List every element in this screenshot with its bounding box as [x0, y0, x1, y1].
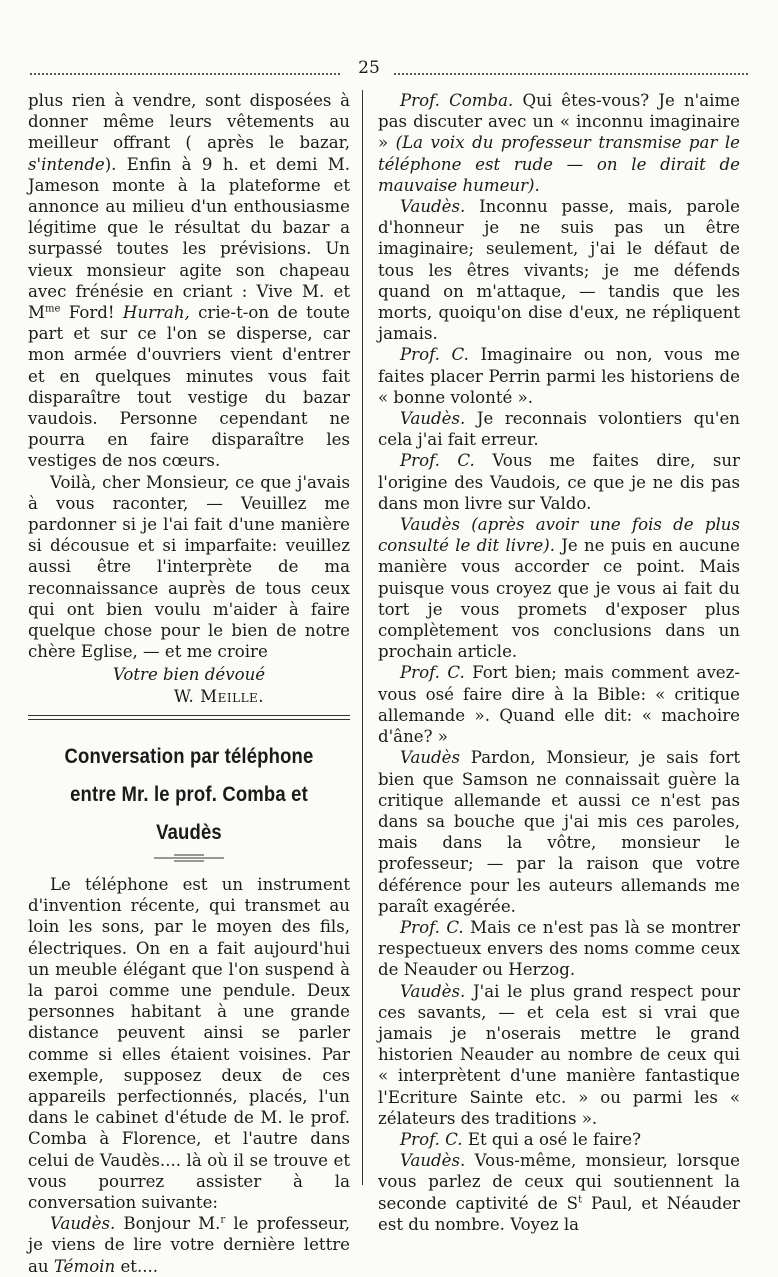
page-header	[30, 58, 748, 80]
right-column	[378, 90, 740, 1235]
text: Vous me faites dire, sur l'origine des Vaudois, ce que je ne dis pas dans mon livre sur Valdo.	[378, 451, 740, 513]
ornament-icon	[154, 852, 224, 864]
dialogue-line	[378, 90, 740, 196]
italic-text: Témoin	[53, 1256, 116, 1276]
dialogue-line	[378, 514, 740, 662]
page-number: 25	[358, 58, 380, 78]
speaker-label: Prof. C.	[400, 1129, 463, 1149]
dialogue-opening	[28, 1213, 350, 1277]
column-divider	[362, 90, 363, 1185]
dialogue-line	[378, 196, 740, 344]
superscript: t	[578, 1194, 583, 1206]
text: Inconnu passe, mais, parole d'honneur je ne suis pas un être imaginaire; seulement, j'ai le défaut de tous les êtres vivants; je me défends quand on m'attaque, — tandis que les morts, quoiqu'on dise d'eux, ne répliquent jamais.	[378, 197, 740, 344]
dialogue-line	[378, 747, 740, 917]
bazaar-paragraph	[28, 90, 350, 472]
text: Bonjour M.	[115, 1214, 221, 1234]
speaker-label: Vaudès.	[400, 981, 466, 1001]
text: Fort bien; mais comment avez-vous osé faire dire à la Bible: « critique allemande ». Quand elle dit: « machoire d'âne? »	[378, 663, 740, 747]
dialogue-line	[378, 981, 740, 1129]
speaker-label: Prof. C.	[400, 451, 475, 471]
superscript: r	[220, 1214, 226, 1226]
text: le professeur, je viens de lire votre dernière lettre au	[28, 1214, 350, 1276]
text: plus rien à vendre, sont disposées à donner même leurs vêtements au meilleur offrant ( après le bazar,	[28, 91, 350, 153]
header-rule-right	[394, 73, 748, 75]
text: crie-t-on de toute part et sur ce l'on se disperse, car mon armée d'ouvriers vient d'entrer et en quelques minutes vous fait disparaître tout vestige du bazar vaudois. Personne cependant ne pourra en faire disparaître les vestiges de nos cœurs.	[28, 303, 350, 471]
speaker-label: Vaudès.	[50, 1214, 116, 1234]
dialogue-line	[378, 1129, 740, 1150]
article-title-line-2: entre Mr. le prof. Comba et Vaudès	[70, 782, 308, 844]
speaker-label: Prof. C.	[400, 345, 469, 365]
speaker-label: Vaudès	[400, 515, 460, 535]
superscript: me	[45, 303, 61, 315]
header-rule-left	[30, 73, 340, 75]
stage-direction: (après avoir une fois de plus consulté le dit livre).	[378, 515, 740, 556]
text: ). Enfin à 9 h. et demi M. Jameson monte à la plateforme et annonce au milieu d'un enthousiasme légitime que le résultat du bazar a surpassé toutes les prévisions. Un vieux monsieur agite son chapeau avec frénésie en criant : Vive M. et M	[28, 154, 350, 323]
dialogue-line	[378, 450, 740, 514]
italic-text: Hurrah,	[122, 303, 190, 323]
dialogue-line	[378, 408, 740, 450]
ornament-divider	[28, 852, 350, 868]
text: J'ai le plus grand respect pour ces savants, — et cela est si vrai que jamais je n'oserais mettre le grand historien Neauder au nombre de ceux qui « interprètent d'une manière fantastique l'Ecriture Sainte etc. » ou parmi les « zélateurs des traditions ».	[378, 981, 740, 1128]
italic-text: s'intende	[28, 154, 105, 174]
telephone-intro-paragraph: Le téléphone est un instrument d'invention récente, qui transmet au loin les sons, par le moyen des fils, électriques. On en a fait aujourd'hui un meuble élégant que l'on suspend à la paroi comme une pendule. Deux personnes habitant à une grande distance peuvent ainsi se parler comme si elles étaient voisines. Par exemple, supposez deux de ces appareils perfectionnés, placés, l'un dans le cabinet d'étude de M. le prof. Comba à Florence, et l'autre dans celui de Vaudès.... là où il se trouve et vous pourrez assister à la conversation suivante:	[28, 874, 350, 1212]
dialogue-line	[378, 1150, 740, 1235]
speaker-label: Prof. C.	[400, 917, 464, 937]
section-divider	[28, 715, 350, 720]
article-title-line-1: Conversation par téléphone	[64, 744, 314, 768]
text: Et qui a osé le faire?	[462, 1129, 641, 1149]
closing-formula: Votre bien dévoué	[112, 665, 266, 685]
text: Ford!	[60, 303, 123, 323]
speaker-label: Vaudès.	[400, 1151, 466, 1171]
speaker-label: Prof. Comba.	[400, 91, 514, 110]
dialogue-line	[378, 344, 740, 408]
signature: W. Meille.	[173, 686, 265, 706]
dialogue-line	[378, 662, 740, 747]
text: Je reconnais volontiers qu'en cela j'ai fait erreur.	[378, 409, 740, 450]
text: Mais ce n'est pas là se montrer respectueux envers des noms comme ceux de Neauder ou Herzog.	[378, 917, 740, 980]
dialogue-line	[378, 917, 740, 981]
text: Pardon, Monsieur, je sais fort bien que Samson ne connaissait guère la critique allemande et aussi ce n'est pas dans sa bouche que j'ai mis ces paroles, mais dans la vôtre, monsieur le professeur; — par la raison que votre déférence pour les auteurs allemands me paraît exagérée.	[378, 748, 740, 916]
stage-direction: (La voix du professeur transmise par le téléphone est rude — on le dirait de mauvaise humeur).	[378, 133, 740, 195]
speaker-label: Vaudès	[400, 748, 460, 768]
text: et....	[115, 1256, 159, 1276]
text: Paul, et Néauder est du nombre. Voyez la	[378, 1193, 740, 1234]
text: Imaginaire ou non, vous me faites placer Perrin parmi les historiens de « bonne volonté ».	[378, 345, 740, 407]
left-column	[28, 90, 350, 1277]
speaker-label: Vaudès.	[400, 197, 466, 217]
speaker-label: Prof. C.	[400, 663, 465, 683]
speaker-label: Vaudès.	[400, 409, 466, 429]
closing-paragraph: Voilà, cher Monsieur, ce que j'avais à vous raconter, — Veuillez me pardonner si je l'ai fait d'une manière si décousue et si imparfaite: veuillez aussi être l'interprète de ma reconnaissance auprès de tous ceux qui ont bien voulu m'aider à faire quelque chose pour le bien de notre chère Eglise, — et me croire	[28, 472, 350, 662]
text: Je ne puis en aucune manière vous accorder ce point. Mais puisque vous croyez que je vous ai fait du tort je vous promets d'exposer plus complètement vos conclusions dans un prochain article.	[378, 536, 740, 662]
text: Vous-même, monsieur, lorsque vous parlez de ceux qui soutiennent la seconde captivité de S	[378, 1151, 740, 1213]
text: Qui êtes-vous? Je n'aime pas discuter avec un « inconnu imaginaire »	[378, 91, 740, 153]
